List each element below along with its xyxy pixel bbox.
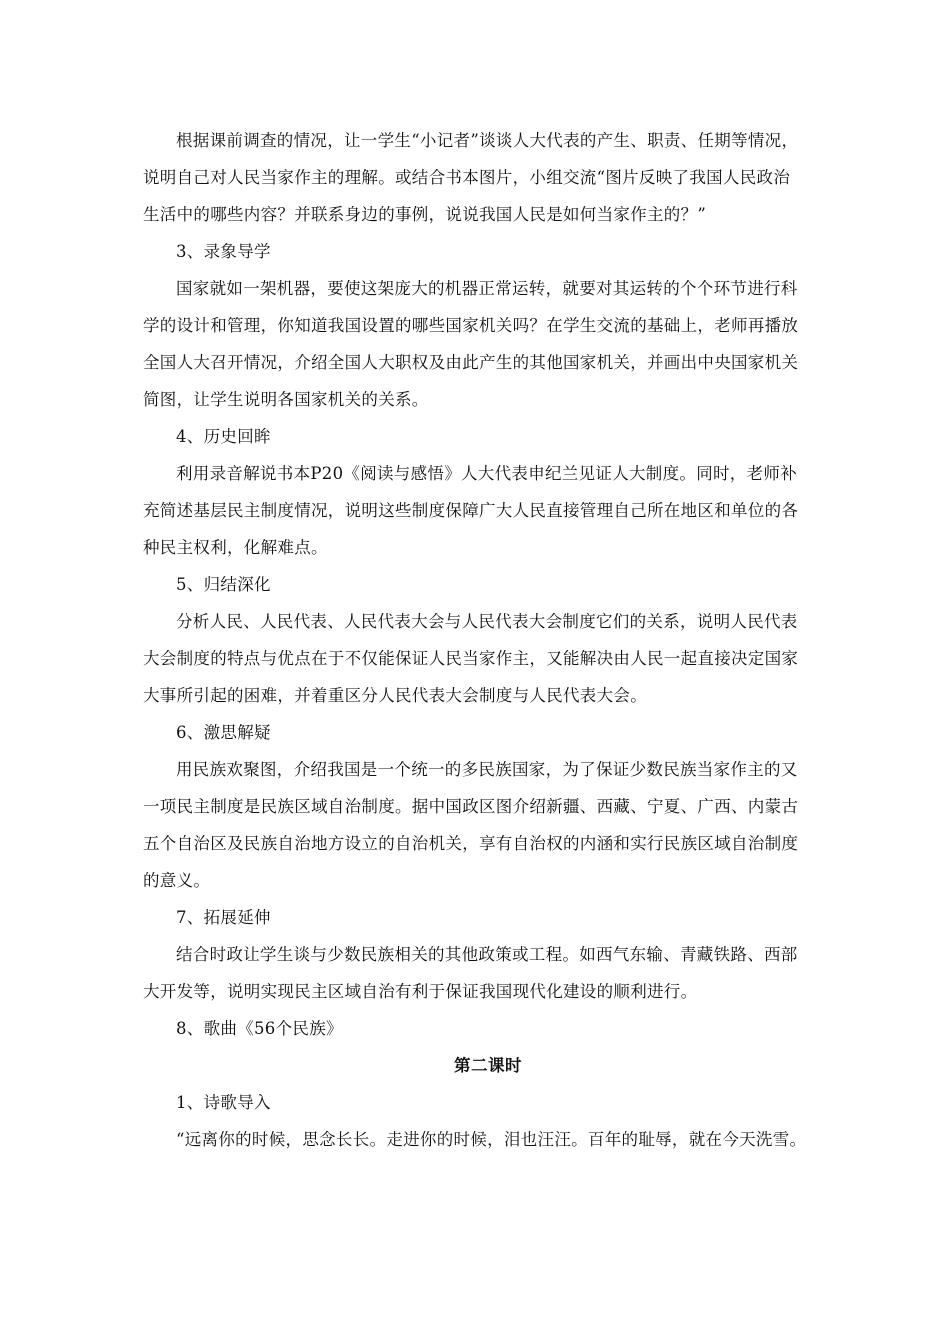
text-line: “远离你的时候，思念长长。走进你的时候，泪也汪汪。百年的耻辱，就在今天洗雪。	[176, 1130, 807, 1149]
text-line: 国家就如一架机器，要使这架庞大的机器正常运转，就要对其运转的个个环节进行科	[176, 279, 798, 298]
text-line: 五个自治区及民族自治地方设立的自治机关，享有自治权的内涵和实行民族区域自治制度	[143, 834, 799, 853]
text-line: 大会制度的特点与优点在于不仅能保证人民当家作主，又能解决由人民一起直接决定国家	[143, 649, 799, 668]
heading-video-guide: 3、录象导学	[176, 242, 271, 261]
text-line: 根据课前调查的情况，让一学生“小记者”谈谈人大代表的产生、职责、任期等情况，	[176, 131, 799, 150]
text-line: 简图，让学生说明各国家机关的关系。	[143, 390, 429, 409]
heading-question: 6、激思解疑	[176, 723, 271, 742]
heading-poem-intro: 1、诗歌导入	[176, 1093, 271, 1112]
text-line: 用民族欢聚图，介绍我国是一个统一的多民族国家，为了保证少数民族当家作主的又	[176, 760, 798, 779]
text-line: 结合时政让学生谈与少数民族相关的其他政策或工程。如西气东输、青藏铁路、西部	[176, 945, 798, 964]
heading-extension: 7、拓展延伸	[176, 908, 271, 927]
text-line: 分析人民、人民代表、人民代表大会与人民代表大会制度它们的关系，说明人民代表	[176, 612, 798, 631]
heading-song: 8、歌曲《56个民族》	[176, 1019, 343, 1038]
paragraph-interview	[143, 122, 833, 233]
heading-history-review: 4、历史回眸	[176, 427, 271, 446]
text-line: 全国人大召开情况，介绍全国人大职权及由此产生的其他国家机关，并画出中央国家机关	[143, 353, 799, 372]
text-line: 生活中的哪些内容？并联系身边的事例，说说我国人民是如何当家作主的？”	[143, 205, 707, 224]
text-line: 一项民主制度是民族区域自治制度。据中国政区图介绍新疆、西藏、宁夏、广西、内蒙古	[143, 797, 799, 816]
text-line: 种民主权利，化解难点。	[143, 538, 328, 557]
text-line: 利用录音解说书本P20《阅读与感悟》人大代表申纪兰见证人大制度。同时，老师补	[176, 464, 797, 483]
text-line: 大事所引起的困难，并着重区分人民代表大会制度与人民代表大会。	[143, 686, 647, 705]
paragraph-poem	[143, 1121, 833, 1158]
document-body	[143, 122, 833, 1158]
text-line: 学的设计和管理，你知道我国设置的哪些国家机关吗？在学生交流的基础上，老师再播放	[143, 316, 799, 335]
heading-summary: 5、归结深化	[176, 575, 271, 594]
text-line: 说明自己对人民当家作主的理解。或结合书本图片，小组交流“图片反映了我国人民政治	[143, 168, 791, 187]
paragraph-recording	[143, 455, 833, 566]
text-line: 的意义。	[143, 871, 211, 890]
paragraph-state-machine	[143, 270, 833, 418]
text-line: 大开发等，说明实现民主区域自治有利于保证我国现代化建设的顺利进行。	[143, 982, 698, 1001]
paragraph-current-affairs	[143, 936, 833, 1010]
section-title-second-lesson: 第二课时	[454, 1056, 522, 1075]
paragraph-analysis	[143, 603, 833, 714]
paragraph-ethnic-autonomy	[143, 751, 833, 899]
text-line: 充简述基层民主制度情况，说明这些制度保障广大人民直接管理自己所在地区和单位的各	[143, 501, 799, 520]
